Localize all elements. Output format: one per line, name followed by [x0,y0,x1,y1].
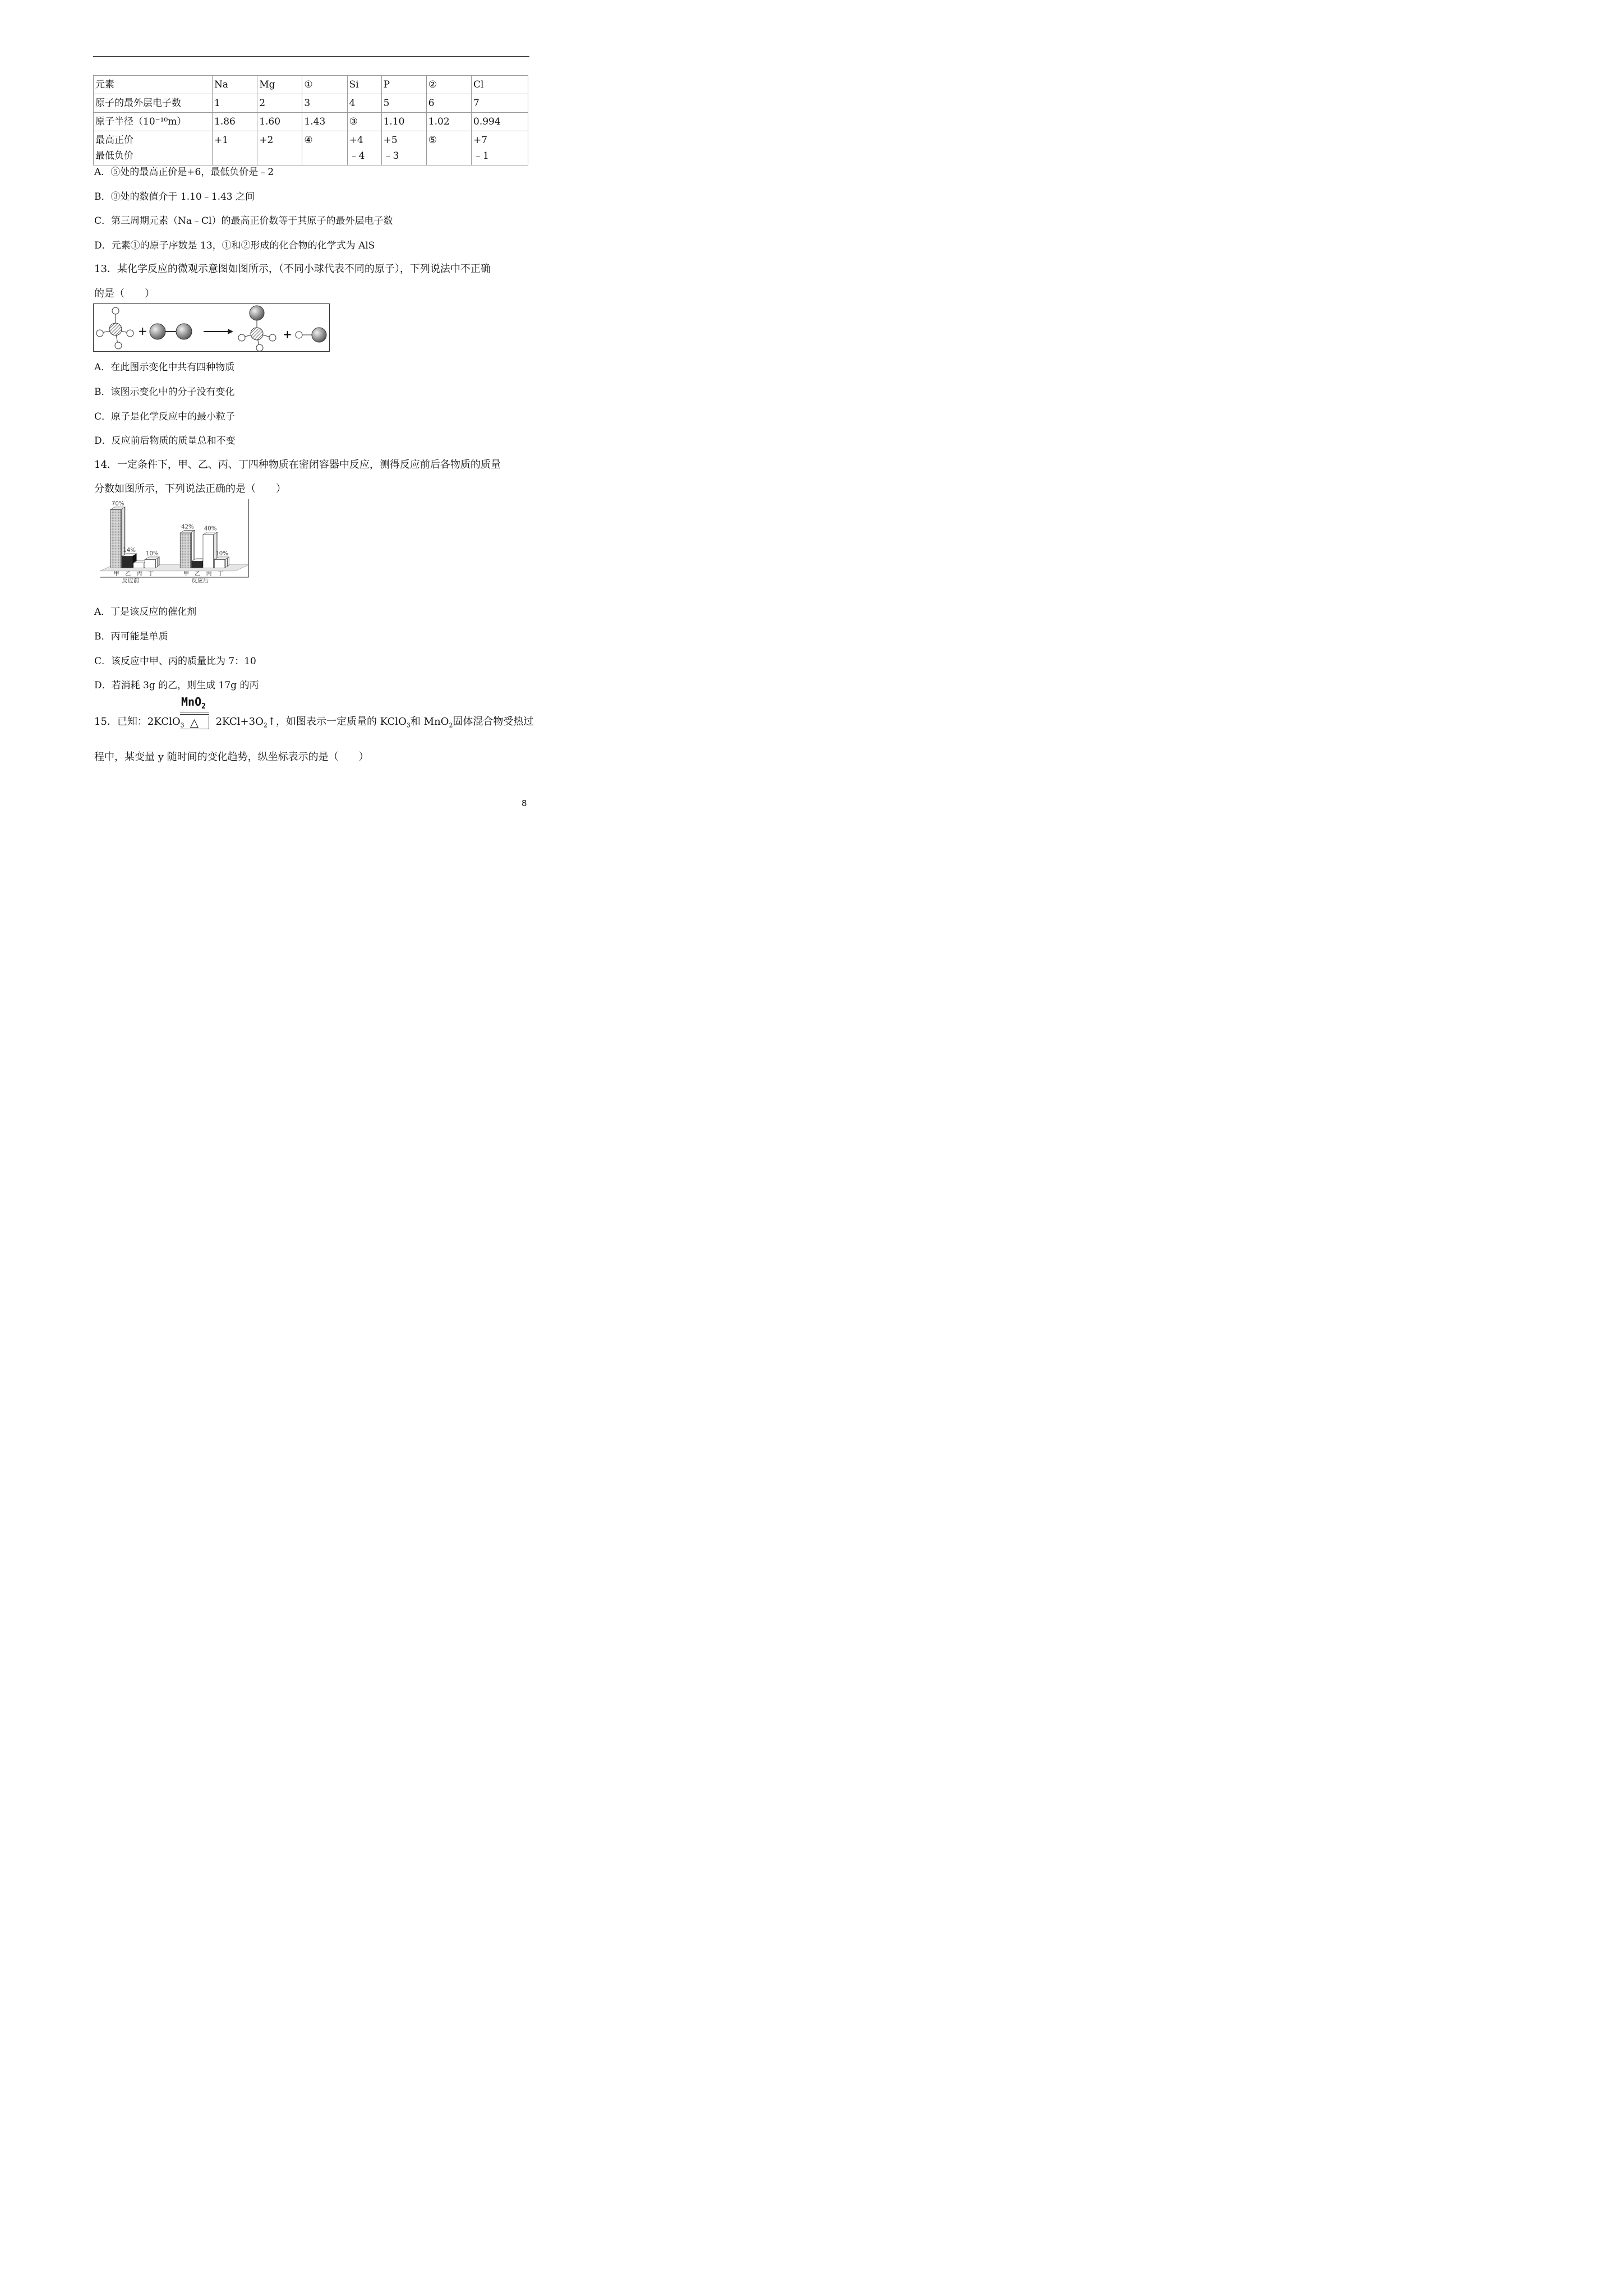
condition-rule [180,714,209,715]
reaction-diagram [93,303,330,352]
data-label: 42% [181,524,194,531]
row-header: 原子的最外层电子数 [94,94,213,113]
q13-option-a: A．在此图示变化中共有四种物质 [94,362,235,373]
data-label: 70% [111,501,125,508]
q15-sub: 2 [263,721,268,729]
q15-stem-line2: 程中，某变量 y 随时间的变化趋势，纵坐标表示的是（ ） [94,751,369,763]
valence-label-bottom: 最低负价 [95,150,133,162]
table-cell: ② [426,76,471,94]
table-cell: 0.994 [472,113,528,131]
reaction-condition [180,695,209,730]
table-cell: P [381,76,426,94]
table-cell [347,131,381,165]
table-cell: Na [213,76,257,94]
table-cell: Cl [472,76,528,94]
heat-symbol: △ [180,716,209,729]
product-molecule-2 [296,328,326,342]
min-valence: ﹣4 [349,150,365,162]
max-valence: +2 [259,135,274,146]
table-cell: Mg [257,76,302,94]
min-valence [259,148,302,164]
q15-text: 固体混合物受热过 [453,716,534,728]
max-valence: +4 [349,135,363,146]
data-label: 14% [123,547,136,554]
table-cell: 1.86 [213,113,257,131]
catalyst-label: MnO$_2$ [181,695,206,711]
table-cell: Si [347,76,381,94]
q15-text: ↑，如图表示一定质量的 KClO [267,716,407,728]
table-cell: 5 [381,94,426,113]
q14-option-c: C．该反应中甲、丙的质量比为 7：10 [94,656,256,667]
table-cell: 7 [472,94,528,113]
tick-label: 乙 [125,571,131,578]
q14-stem-line2: 分数如图所示，下列说法正确的是（ ） [94,483,286,495]
reaction-frame [94,304,330,352]
row-header: 元素 [94,76,213,94]
q14-stem-line1: 14．一定条件下，甲、乙、丙、丁四种物质在密闭容器中反应，测得反应前后各物质的质量 [94,459,501,471]
max-valence: ⑤ [428,135,437,146]
table-row [94,131,528,165]
q15-sub: 3 [180,721,185,729]
q12-option-a: A．⑤处的最高正价是+6，最低负价是﹣2 [94,167,274,178]
table-cell: ① [302,76,347,94]
table-row [94,76,528,94]
data-label: 10% [215,551,228,558]
tick-label: 丁 [217,571,224,578]
tick-label: 丙 [206,571,212,578]
table-cell [302,131,347,165]
max-valence: +5 [383,135,398,146]
plus-sign-2: + [283,328,292,341]
table-cell: 1.43 [302,113,347,131]
group-label: 反应前 [122,578,139,585]
group-label: 反应后 [191,578,209,585]
tick-label: 乙 [195,571,201,578]
table-cell [257,131,302,165]
q14-option-a: A．丁是该反应的催化剂 [94,606,197,618]
table-cell: 4 [347,94,381,113]
table-cell: ③ [347,113,381,131]
max-valence: +7 [473,135,488,146]
q15-text: 和 MnO [410,716,449,728]
plus-sign-1: + [138,324,147,338]
q13-option-d: D．反应前后物质的质量总和不变 [94,435,236,447]
table-cell: 1.02 [426,113,471,131]
row-header: 原子半径（10⁻¹⁰m） [94,113,213,131]
q14-option-b: B．丙可能是单质 [94,631,168,642]
table-cell: 1.60 [257,113,302,131]
tick-label: 丁 [147,571,154,578]
tick-label: 甲 [183,571,189,578]
table-cell [213,131,257,165]
min-valence: ﹣3 [383,150,399,162]
data-label: 40% [204,526,217,532]
table-cell [426,131,471,165]
min-valence [428,148,471,164]
element-table [93,75,528,165]
reactant-molecule-2 [150,324,192,339]
table-cell: 2 [257,94,302,113]
table-row [94,94,528,113]
table-cell: 6 [426,94,471,113]
q15-prefix: 15．已知：2KClO [94,716,181,728]
q15-sub: 2 [449,721,453,729]
q15-products: 2KCl+3O [215,716,264,728]
min-valence [214,148,257,164]
header-rule [93,56,529,57]
table-cell [381,131,426,165]
reaction-arrow [204,329,233,334]
table-cell [472,131,528,165]
table-cell: 3 [302,94,347,113]
q13-option-b: B．该图示变化中的分子没有变化 [94,386,235,398]
product-molecule-1 [238,306,276,351]
data-label: 10% [146,551,159,558]
q13-stem-line2: 的是（ ） [94,288,155,300]
reactant-molecule-1 [96,307,133,349]
tick-label: 丙 [136,571,142,578]
row-header [94,131,213,165]
table-cell: 1.10 [381,113,426,131]
max-valence: ④ [304,135,313,146]
page-number: 8 [522,798,527,808]
q13-stem-line1: 13．某化学反应的微观示意图如图所示，（不同小球代表不同的原子），下列说法中不正确 [94,263,491,275]
q13-option-c: C．原子是化学反应中的最小粒子 [94,411,236,422]
q12-option-d: D．元素①的原子序数是 13，①和②形成的化合物的化学式为 AlS [94,240,375,251]
q12-option-b: B．③处的数值介于 1.10﹣1.43 之间 [94,191,255,203]
q12-option-c: C．第三周期元素（Na﹣Cl）的最高正价数等于其原子的最外层电子数 [94,215,393,227]
min-valence [304,148,347,164]
mass-fraction-chart [93,499,256,585]
table-cell: 1 [213,94,257,113]
valence-label-top: 最高正价 [95,135,133,146]
bar [145,557,159,568]
q15-stem-line1 [94,714,533,729]
table-row [94,113,528,131]
min-valence: ﹣1 [473,150,489,162]
max-valence: +1 [214,135,229,146]
tick-label: 甲 [113,571,119,578]
q14-option-d: D．若消耗 3g 的乙，则生成 17g 的丙 [94,680,259,691]
bar [214,557,229,568]
q15-sub: 3 [406,721,411,729]
